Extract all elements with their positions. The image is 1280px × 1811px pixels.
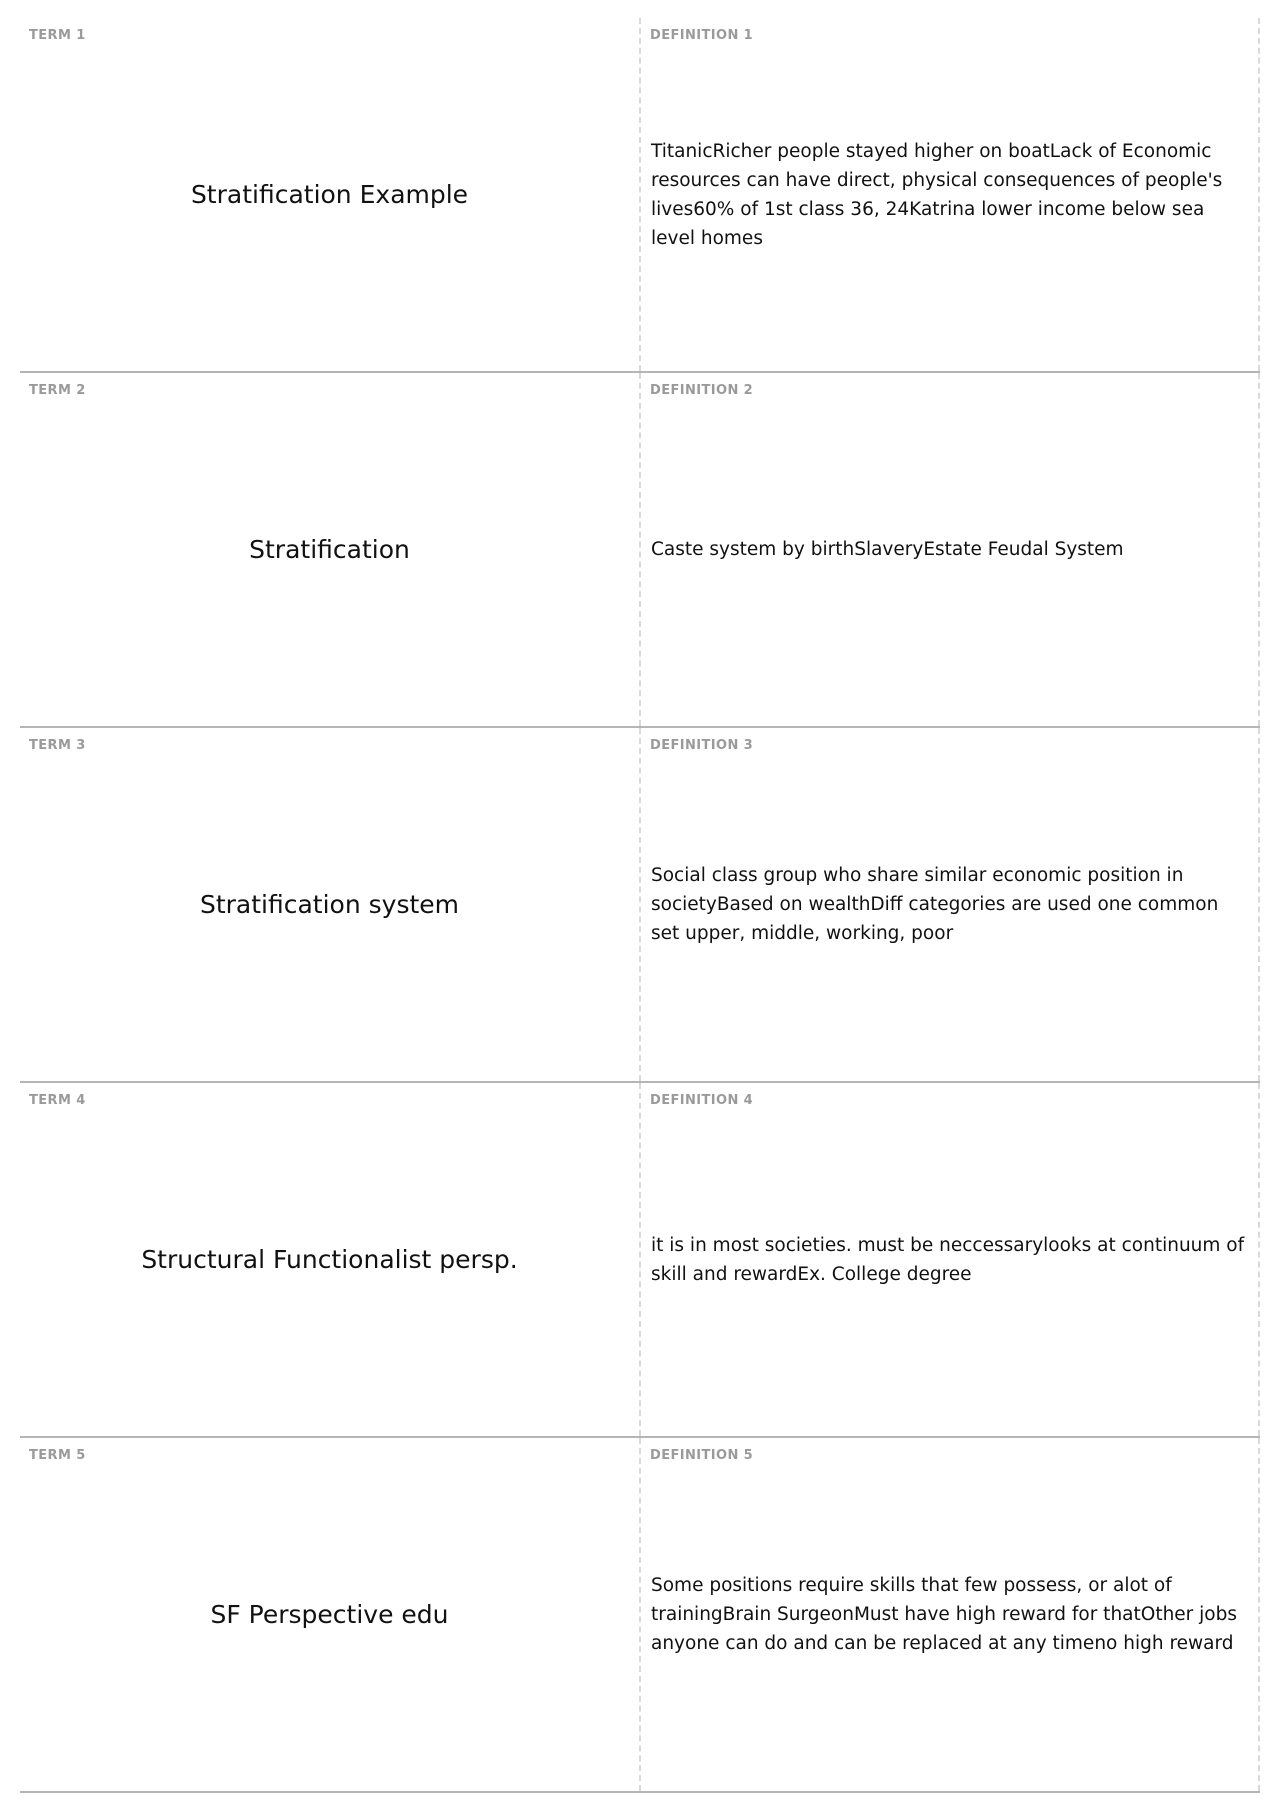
definition-text: Social class group who share similar economic position in societyBased on wealthDiff categories are used one common set upper, middle, working, poor [651, 865, 1219, 944]
term-cell [20, 728, 641, 1081]
term-text: Stratification [249, 535, 410, 564]
definition-label: DEFINITION 1 [650, 28, 754, 43]
term-text: Stratification system [199, 890, 460, 919]
term-cell [20, 373, 641, 726]
term-label: TERM 2 [29, 383, 86, 398]
card-row [20, 728, 1260, 1083]
definition-label: DEFINITION 3 [650, 738, 754, 753]
card-row [20, 18, 1260, 373]
definition-cell [641, 728, 1260, 1081]
definition-cell [641, 373, 1260, 726]
card-row [20, 373, 1260, 728]
definition-text: TitanicRicher people stayed higher on boatLack of Economic resources can have direct, physical consequences of people's lives60% of 1st class 36, 24Katrina lower income below sea level homes [651, 140, 1223, 249]
term-label: TERM 5 [29, 1448, 86, 1463]
term-text: Stratification Example [190, 180, 469, 209]
term-text: Structural Functionalist persp. [141, 1245, 518, 1274]
term-label: TERM 1 [29, 28, 86, 43]
term-text: SF Perspective edu [210, 1600, 449, 1629]
definition-label: DEFINITION 5 [650, 1448, 754, 1463]
term-cell [20, 1438, 641, 1791]
definition-text: it is in most societies. must be neccessarylooks at continuum of skill and rewardEx. College degree [651, 1234, 1245, 1285]
card-row [20, 1083, 1260, 1438]
flashcard-sheet [20, 18, 1260, 1793]
definition-cell [641, 18, 1260, 371]
term-cell [20, 1083, 641, 1436]
definition-cell [641, 1438, 1260, 1791]
term-label: TERM 3 [29, 738, 86, 753]
definition-text: Caste system by birthSlaveryEstate Feudal System [651, 539, 1124, 560]
term-cell [20, 18, 641, 371]
definition-text: Some positions require skills that few possess, or alot of trainingBrain SurgeonMust have high reward for thatOther jobs anyone can do and can be replaced at any timeno high reward [651, 1575, 1238, 1654]
definition-label: DEFINITION 4 [650, 1093, 754, 1108]
definition-label: DEFINITION 2 [650, 383, 754, 398]
term-label: TERM 4 [29, 1093, 86, 1108]
card-row [20, 1438, 1260, 1793]
definition-cell [641, 1083, 1260, 1436]
